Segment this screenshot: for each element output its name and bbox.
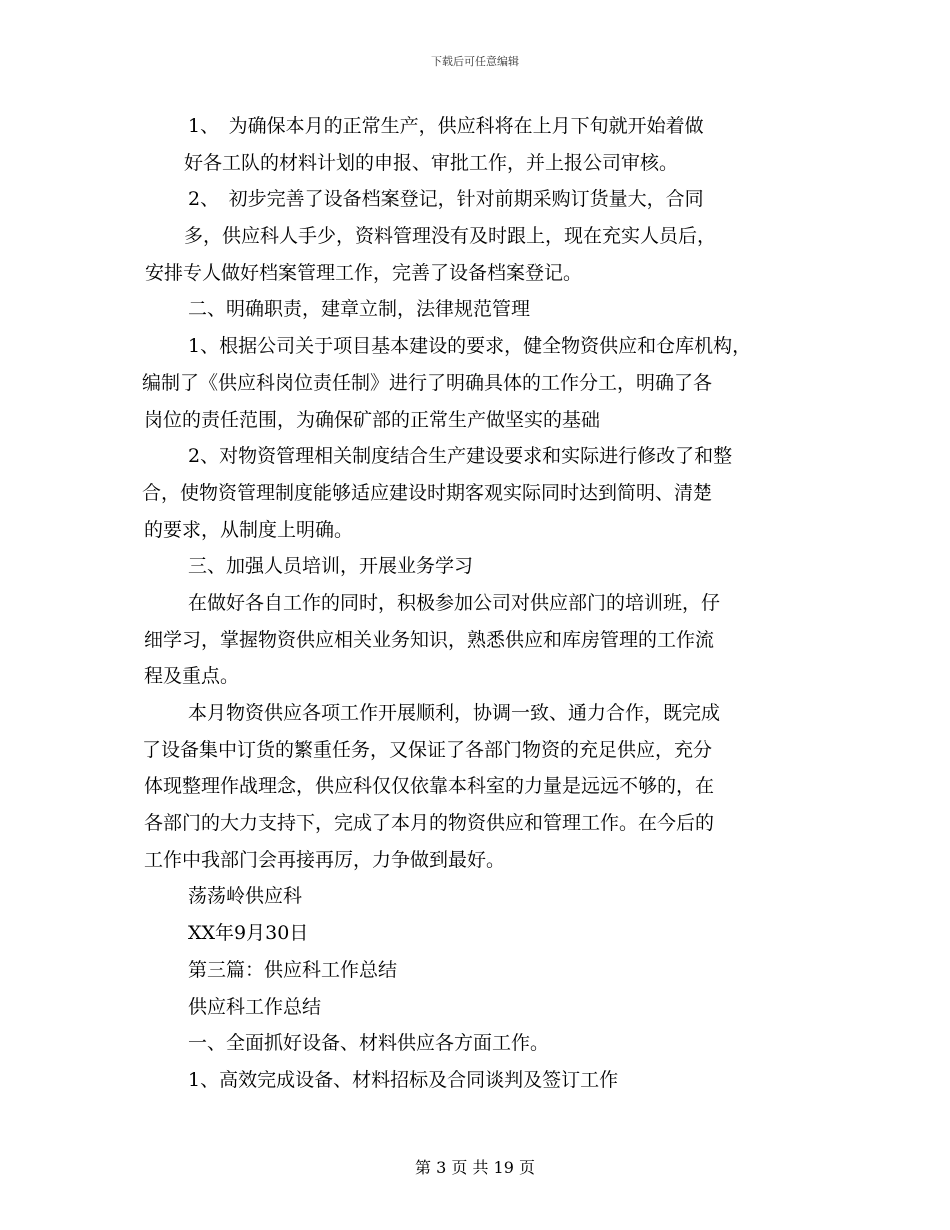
body-line: 在做好各自工作的同时，积极参加公司对供应部门的培训班，仔 — [188, 591, 721, 614]
page-header: 下载后可任意编辑 — [431, 55, 519, 68]
body-line: 2、 初步完善了设备档案登记，针对前期采购订货量大，合同 — [188, 188, 704, 211]
body-line: 了设备集中订货的繁重任务，又保证了各部门物资的充足供应，充分 — [142, 738, 713, 761]
body-line: 程及重点。 — [144, 665, 240, 688]
document-body — [140, 108, 820, 1099]
body-line: 本月物资供应各项工作开展顺利，协调一致、通力合作，既完成 — [188, 702, 721, 724]
body-line: 的要求，从制度上明确。 — [144, 518, 354, 541]
body-line: 各部门的大力支持下，完成了本月的物资供应和管理工作。在今后的 — [144, 812, 715, 835]
body-line: 体现整理作战理念，供应科仅仅依靠本科室的力量是远远不够的，在 — [144, 775, 715, 798]
section-heading: 一、全面抓好设备、材料供应各方面工作。 — [188, 1032, 550, 1055]
body-line: 工作中我部门会再接再厉，力争做到最好。 — [144, 848, 506, 871]
body-line: 1、高效完成设备、材料招标及合同谈判及签订工作 — [188, 1068, 619, 1091]
body-line: 多，供应科人手少，资料管理没有及时跟上，现在充实人员后， — [184, 225, 717, 248]
body-line: 细学习，掌握物资供应相关业务知识，熟悉供应和库房管理的工作流 — [144, 628, 715, 651]
body-line: 1、根据公司关于项目基本建设的要求，健全物资供应和仓库机构， — [188, 335, 752, 358]
body-line: 好各工队的材料计划的申报、审批工作，并上报公司审核。 — [184, 151, 679, 174]
signature-date: XX年9月30日 — [188, 922, 309, 945]
chapter-title: 第三篇：供应科工作总结 — [188, 958, 398, 981]
body-line: 2、对物资管理相关制度结合生产建设要求和实际进行修改了和整 — [188, 445, 733, 468]
body-line: 安排专人做好档案管理工作，完善了设备档案登记。 — [145, 261, 583, 284]
section-heading: 三、加强人员培训，开展业务学习 — [188, 555, 474, 578]
document-title: 供应科工作总结 — [188, 995, 322, 1018]
body-line: 岗位的责任范围，为确保矿部的正常生产做坚实的基础 — [144, 408, 601, 431]
body-line: 编制了《供应科岗位责任制》进行了明确具体的工作分工，明确了各 — [142, 371, 713, 394]
signature-department: 荡荡岭供应科 — [188, 885, 303, 908]
section-heading: 二、明确职责，建章立制，法律规范管理 — [188, 298, 531, 321]
body-line: 合，使物资管理制度能够适应建设时期客观实际同时达到简明、清楚 — [142, 481, 713, 504]
page-footer: 第 3 页 共 19 页 — [415, 1158, 535, 1177]
body-line: 1、 为确保本月的正常生产，供应科将在上月下旬就开始着做 — [188, 115, 704, 137]
